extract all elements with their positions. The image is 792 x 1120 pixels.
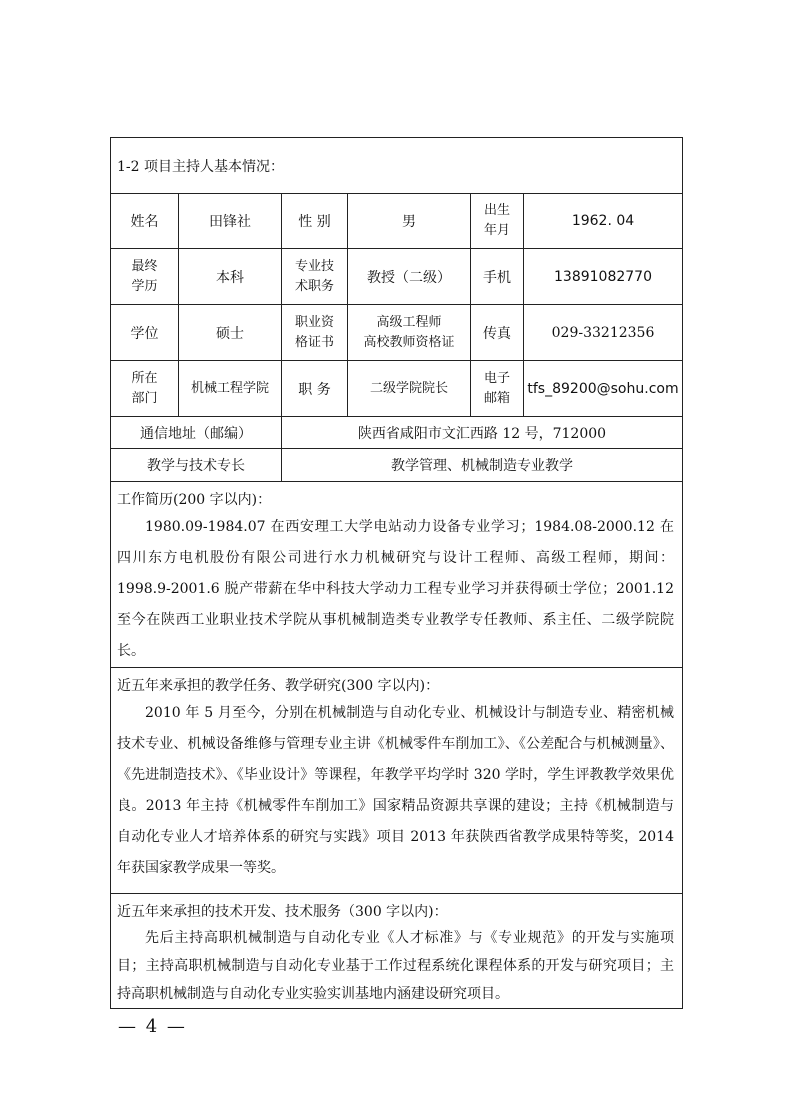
tech-service-heading: 近五年来承担的技术开发、技术服务（300 字以内)：	[117, 904, 448, 920]
email-value: tfs_89200@sohu.com	[524, 361, 683, 417]
work-history-section	[111, 482, 683, 668]
certificate-label: 职业资 格证书	[282, 305, 348, 361]
mobile-value: 13891082770	[524, 249, 683, 305]
title-value: 教授（二级）	[348, 249, 471, 305]
fax-label: 传真	[471, 305, 524, 361]
work-history-heading: 工作简历(200 字以内)：	[117, 492, 272, 508]
gender-label: 性 别	[282, 194, 348, 249]
teaching-heading: 近五年来承担的教学任务、教学研究(300 字以内)：	[117, 678, 440, 694]
section-title: 1-2 项目主持人基本情况：	[111, 138, 683, 194]
address-label: 通信地址（邮编）	[111, 417, 282, 449]
specialty-value: 教学管理、机械制造专业教学	[282, 449, 683, 482]
specialty-label: 教学与技术专长	[111, 449, 282, 482]
name-value: 田锋社	[179, 194, 282, 249]
gender-value: 男	[348, 194, 471, 249]
email-label: 电子 邮箱	[471, 361, 524, 417]
tech-service-section	[111, 894, 683, 1009]
teaching-text: 2010 年 5 月至今，分别在机械制造与自动化专业、机械设计与制造专业、精密机械技术专业、机械设备维修与管理专业主讲《机械零件车削加工》、《公差配合与机械测量》、《先进制造技术》、《毕业设计》等课程，年教学平均学时 320 学时，学生评教教学效果优良。2013 年主持《机械零件车削加工》国家精品资源共享课的建设；主持《机械制造与自动化专业人才培养体系的研究与实践》项目 2013 年获陕西省教学成果特等奖，2014 年获国家教学成果一等奖。	[117, 705, 674, 876]
name-label: 姓名	[111, 194, 179, 249]
post-label: 职 务	[282, 361, 348, 417]
degree-value: 硕士	[179, 305, 282, 361]
address-value: 陕西省咸阳市文汇西路 12 号，712000	[282, 417, 683, 449]
department-value: 机械工程学院	[179, 361, 282, 417]
birth-label: 出生 年月	[471, 194, 524, 249]
education-value: 本科	[179, 249, 282, 305]
page-number: — 4 —	[118, 1016, 187, 1037]
certificate-value: 高级工程师 高校教师资格证	[348, 305, 471, 361]
teaching-section	[111, 668, 683, 894]
department-label: 所在 部门	[111, 361, 179, 417]
fax-value: 029-33212356	[524, 305, 683, 361]
degree-label: 学位	[111, 305, 179, 361]
title-label: 专业技 术职务	[282, 249, 348, 305]
tech-service-text: 先后主持高职机械制造与自动化专业《人才标准》与《专业规范》的开发与实施项目；主持高职机械制造与自动化专业基于工作过程系统化课程体系的开发与研究项目；主持高职机械制造与自动化专业实验实训基地内涵建设研究项目。	[117, 930, 674, 1002]
education-label: 最终 学历	[111, 249, 179, 305]
work-history-text: 1980.09-1984.07 在西安理工大学电站动力设备专业学习；1984.08-2000.12 在四川东方电机股份有限公司进行水力机械研究与设计工程师、高级工程师，期间：1998.9-2001.6 脱产带薪在华中科技大学动力工程专业学习并获得硕士学位；2001.12 至今在陕西工业职业技术学院从事机械制造类专业教学专任教师、系主任、二级学院院长。	[117, 519, 674, 659]
post-value: 二级学院院长	[348, 361, 471, 417]
applicant-info-table	[110, 137, 683, 1009]
birth-value: 1962. 04	[524, 194, 683, 249]
mobile-label: 手机	[471, 249, 524, 305]
